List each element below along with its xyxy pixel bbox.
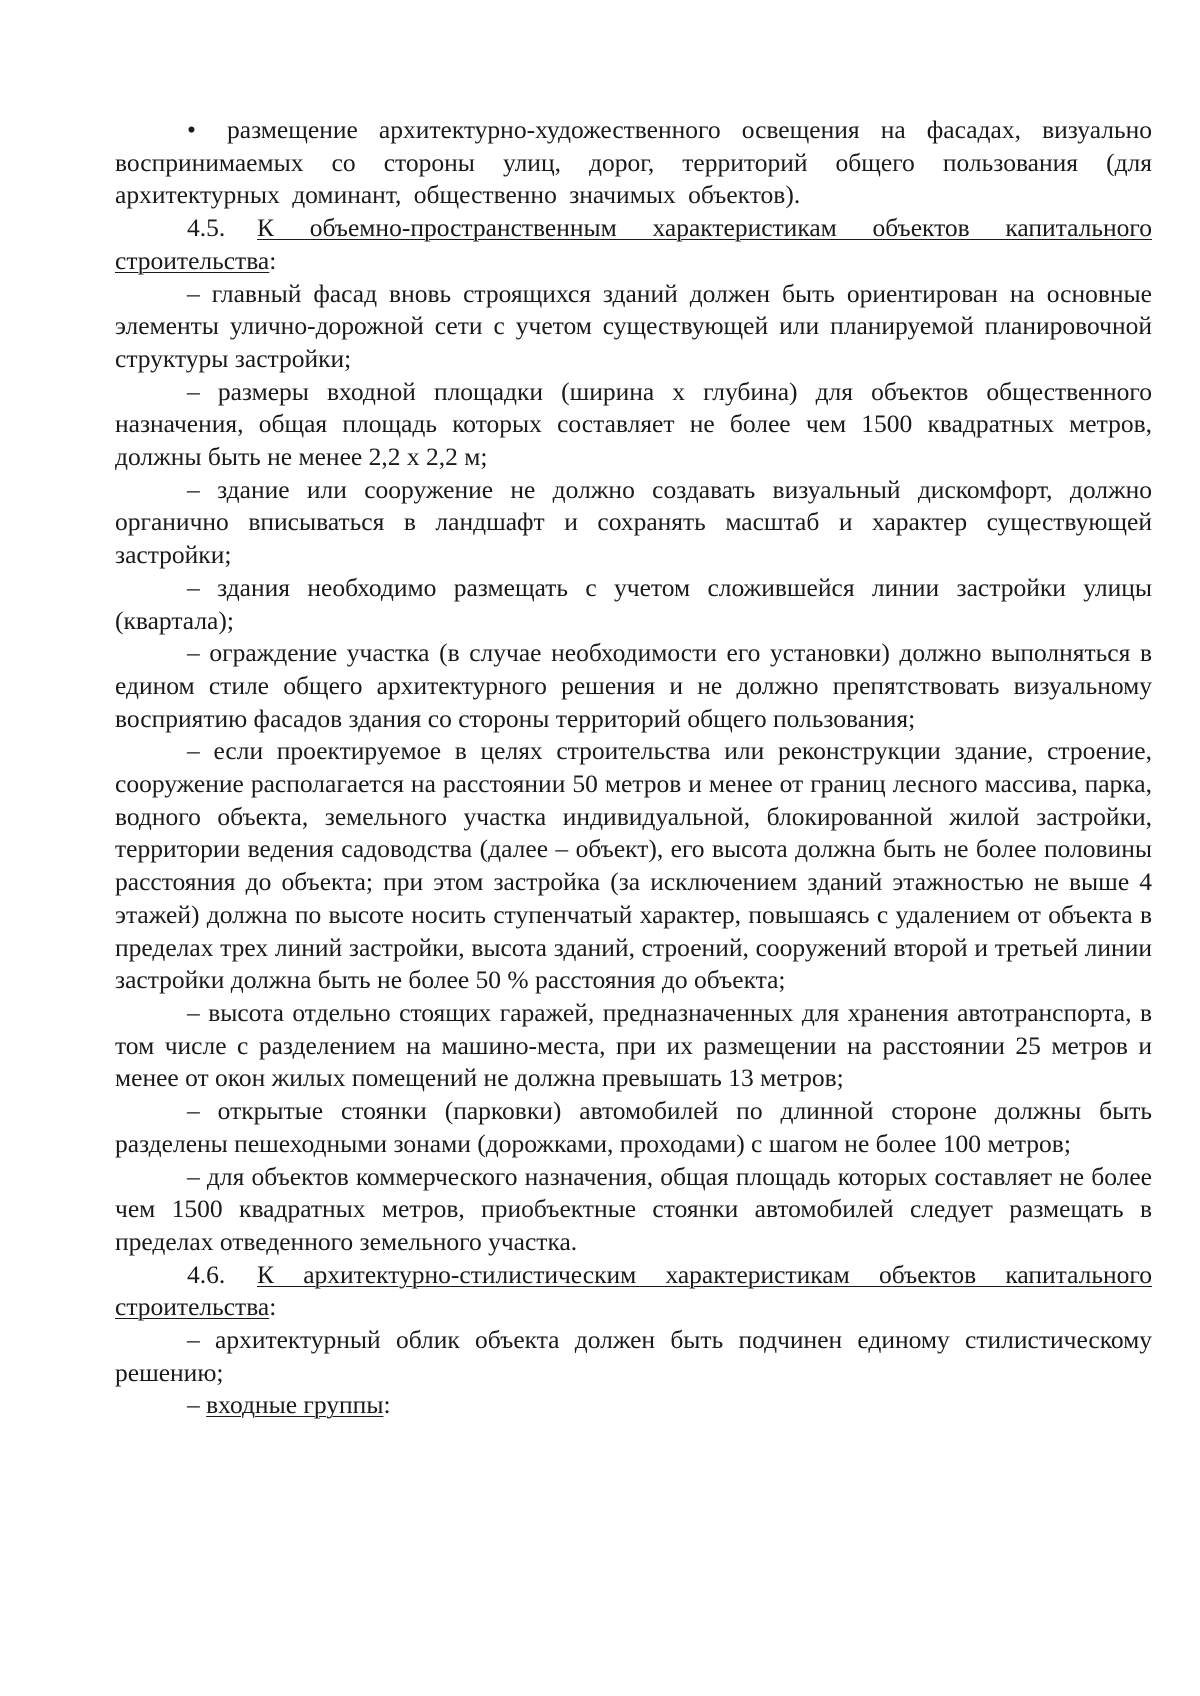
list-item: – ограждение участка (в случае необходимости его установки) должно выполняться в едином стиле общего архитектурного решения и не должно препятствовать визуальному восприятию фасадов здания со стороны территорий общего пользования; — [115, 638, 1152, 733]
list-item: – главный фасад вновь строящихся зданий должен быть ориентирован на основные элементы улично-дорожной сети с учетом существующей или планируемой планировочной структуры застройки; — [115, 278, 1152, 373]
entry-groups-suffix: : — [383, 1390, 391, 1420]
list-item: – для объектов коммерческого назначения, общая площадь которых составляет не более чем 1500 квадратных метров, приобъектные стоянки автомобилей следует размещать в пределах отведенного земельного участка. — [115, 1161, 1152, 1256]
list-item-entry-groups — [115, 1389, 1152, 1422]
section-heading-suffix: : — [269, 1292, 277, 1322]
section-number: 4.5. — [187, 213, 226, 243]
list-dash: – — [187, 1390, 207, 1420]
list-item: – открытые стоянки (парковки) автомобилей по длинной стороне должны быть разделены пешеходными зонами (дорожками, проходами) с шагом не более 100 метров; — [115, 1096, 1152, 1158]
section-heading-text: К архитектурно-стилистическим характеристикам объектов капитального строительства — [115, 1259, 1152, 1322]
list-item: – здания необходимо размещать с учетом сложившейся линии застройки улицы (квартала); — [115, 572, 1152, 635]
list-item: – высота отдельно стоящих гаражей, предназначенных для хранения автотранспорта, в том числе с разделением на машино-места, при их размещении на расстоянии 25 метров и менее от окон жилых помещений не должна превышать 13 метров; — [115, 997, 1152, 1093]
bullet-text: размещение архитектурно-художественного освещения на фасадах, визуально воспринимаемых со стороны улиц, дорог, территорий общего пользования (для архитектурных доминант, общественно значимых объектов). — [115, 115, 1152, 210]
section-4-5-heading — [115, 212, 1152, 277]
section-heading-suffix: : — [269, 245, 277, 275]
entry-groups-label: входные группы — [206, 1390, 384, 1420]
bullet-paragraph — [115, 114, 1152, 212]
list-item: – здание или сооружение не должно создавать визуальный дискомфорт, должно органично вписываться в ландшафт и сохранять масштаб и характер существующей застройки; — [115, 474, 1152, 570]
section-heading-text: К объемно-пространственным характеристикам объектов капитального строительства — [115, 213, 1152, 275]
bullet-icon: • — [187, 115, 196, 144]
list-item: – размеры входной площадки (ширина х глубина) для объектов общественного назначения, общая площадь которых составляет не более чем 1500 квадратных метров, должны быть не менее 2,2 х 2,2 м; — [115, 376, 1152, 472]
document-page — [115, 114, 1152, 1422]
section-4-6-heading — [115, 1259, 1152, 1324]
list-item: – если проектируемое в целях строительства или реконструкции здание, строение, сооружение располагается на расстоянии 50 метров и менее от границ лесного массива, парка, водного объекта, земельного участка индивидуальной, блокированной жилой застройки, территории ведения садоводства (далее – объект), его высота должна быть не более половины расстояния до объекта; при этом застройка (за исключением зданий этажностью не выше 4 этажей) должна по высоте носить ступенчатый характер, повышаясь с удалением от объекта в пределах трех линий застройки, высота зданий, строений, сооружений второй и третьей линии застройки должна быть не более 50 % расстояния до объекта; — [115, 736, 1152, 995]
list-item: – архитектурный облик объекта должен быть подчинен единому стилистическому решению; — [115, 1325, 1152, 1387]
section-number: 4.6. — [187, 1259, 226, 1289]
